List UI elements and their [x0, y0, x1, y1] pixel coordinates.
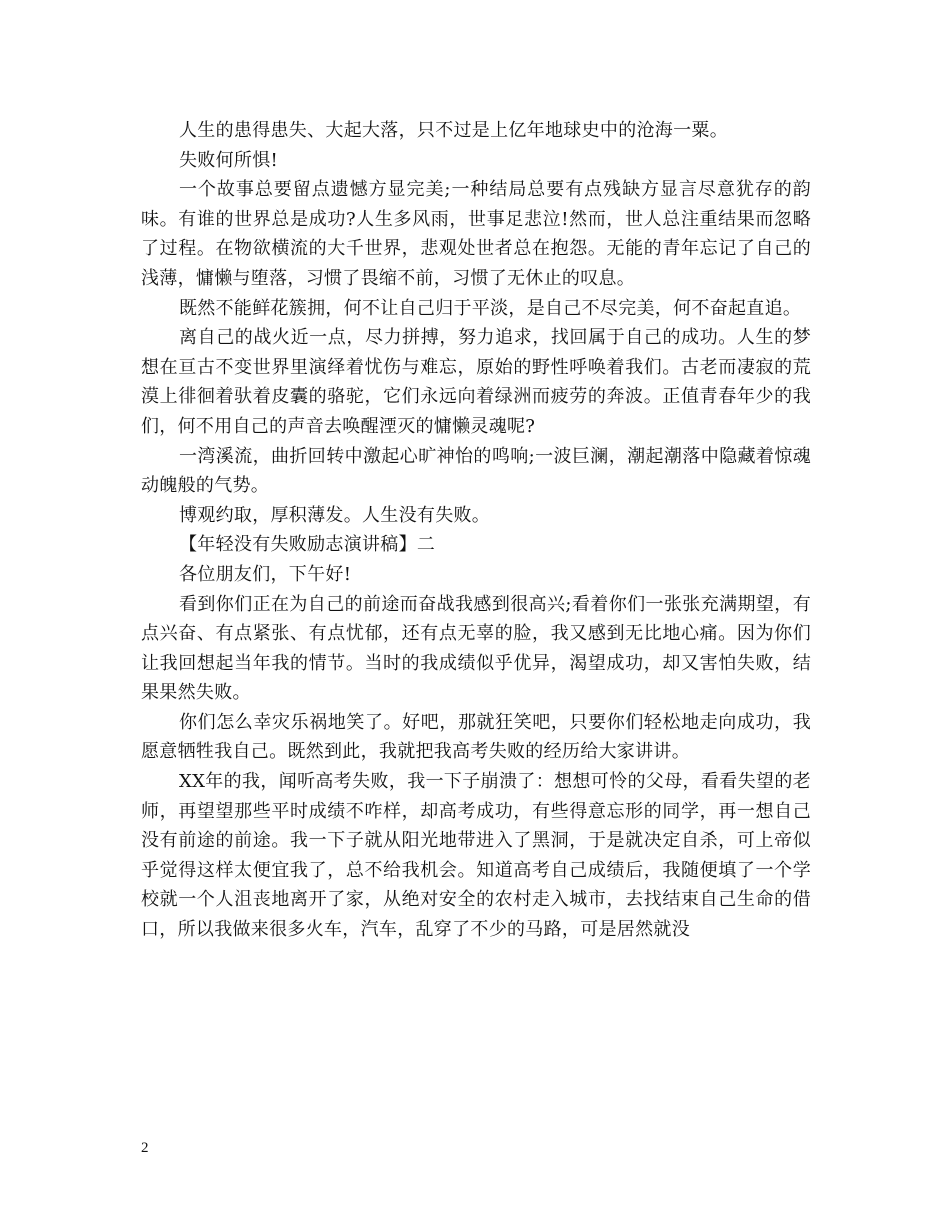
- paragraph: 看到你们正在为自己的前途而奋战我感到很高兴;看着你们一张张充满期望，有点兴奋、有点紧张、有点忧郁，还有点无辜的脸，我又感到无比地心痛。因为你们让我回想起当年我的情节。当时的我成绩似乎优异，渴望成功，却又害怕失败，结果果然失败。: [141, 593, 811, 704]
- paragraph: 一湾溪流，曲折回转中激起心旷神怡的鸣响;一波巨澜，潮起潮落中隐藏着惊魂动魄般的气势。: [141, 445, 811, 497]
- paragraph: 失败何所惧!: [179, 149, 279, 171]
- paragraph: 一个故事总要留点遗憾方显完美;一种结局总要有点残缺方显言尽意犹存的韵味。有谁的世界总是成功?人生多风雨，世事足悲泣!然而，世人总注重结果而忽略了过程。在物欲横流的大千世界，悲观处世者总在抱怨。无能的青年忘记了自己的浅薄，慵懒与堕落，习惯了畏缩不前，习惯了无休止的叹息。: [141, 179, 811, 289]
- paragraph: 离自己的战火近一点，尽力拼搏，努力追求，找回属于自己的成功。人生的梦想在亘古不变世界里演绎着忧伤与难忘，原始的野性呼唤着我们。古老而凄寂的荒漠上徘徊着驮着皮囊的骆驼，它们永远向着绿洲而疲劳的奔波。正值青春年少的我们，何不用自己的声音去唤醒湮灭的慵懒灵魂呢?: [141, 327, 811, 437]
- greeting: 各位朋友们，下午好!: [179, 563, 352, 585]
- paragraph: 你们怎么幸灾乐祸地笑了。好吧，那就狂笑吧，只要你们轻松地走向成功，我愿意牺牲我自己。既然到此，我就把我高考失败的经历给大家讲讲。: [141, 711, 811, 763]
- document-body: [141, 116, 811, 945]
- paragraph: 博观约取，厚积薄发。人生没有失败。: [179, 504, 491, 526]
- page-number: 2: [141, 1140, 149, 1156]
- paragraph: 人生的患得患失、大起大落，只不过是上亿年地球史中的沧海一粟。: [179, 120, 728, 141]
- paragraph: 既然不能鲜花簇拥，何不让自己归于平淡，是自己不尽完美，何不奋起直追。: [179, 297, 802, 319]
- section-heading: 【年轻没有失败励志演讲稿】二: [179, 534, 436, 556]
- paragraph: XX年的我，闻听高考失败，我一下子崩溃了：想想可怜的父母，看看失望的老师，再望望那些平时成绩不咋样，却高考成功，有些得意忘形的同学，再一想自己没有前途的前途。我一下子就从阳光地带进入了黑洞，于是就决定自杀，可上帝似乎觉得这样太便宜我了，总不给我机会。知道高考自己成绩后，我随便填了一个学校就一个人沮丧地离开了家，从绝对安全的农村走入城市，去找结束自己生命的借口，所以我做来很多火车，汽车，乱穿了不少的马路，可是居然就没: [141, 771, 811, 941]
